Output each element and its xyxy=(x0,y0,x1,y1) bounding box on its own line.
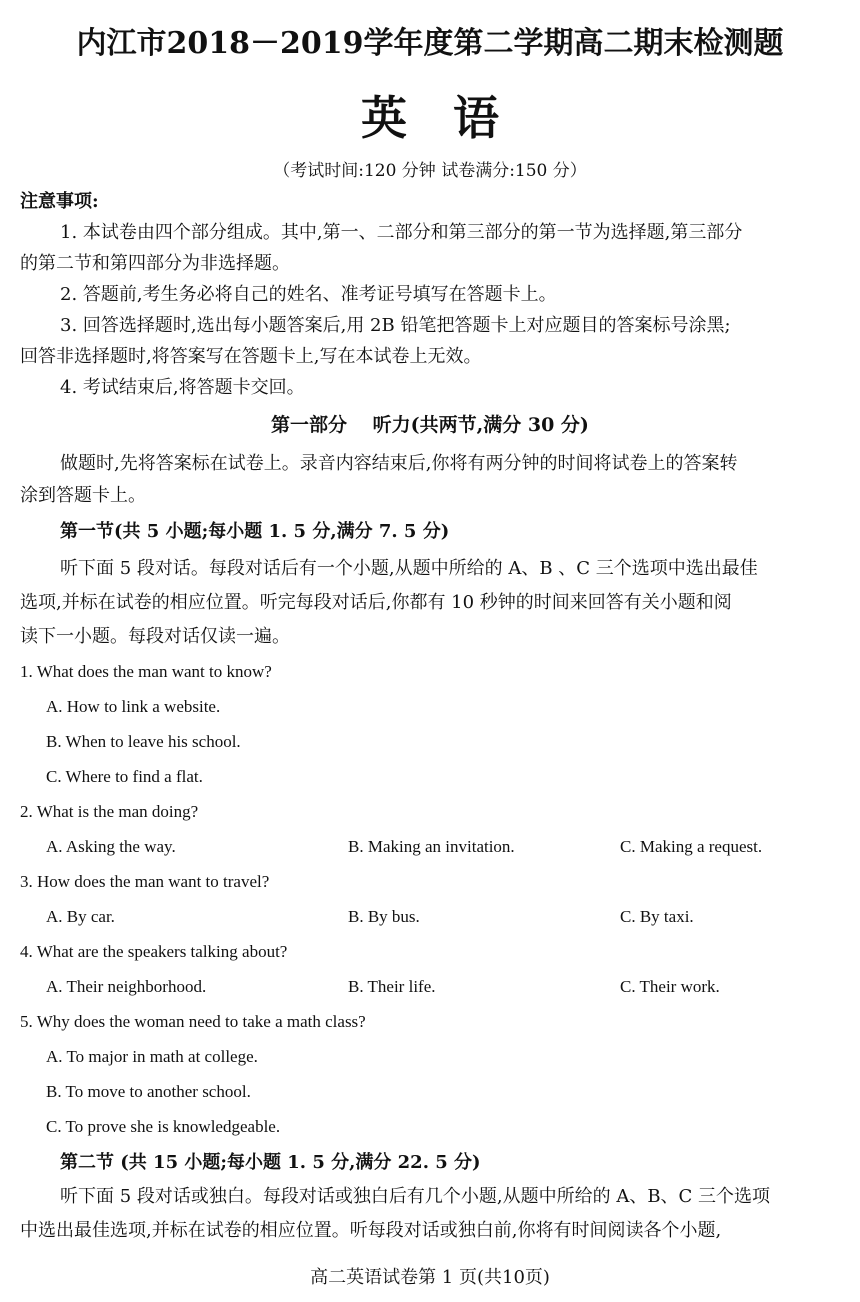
question-option: C. Making a request. xyxy=(620,837,763,856)
section2-instruction: 听下面 5 段对话或独白。每段对话或独白后有几个小题,从题中所给的 A、B、C 三个选项 xyxy=(60,1186,771,1207)
page-footer: 高二英语试卷第 1 页(共10页) xyxy=(310,1267,550,1288)
note-line: 2. 答题前,考生务必将自己的姓名、准考证号填写在答题卡上。 xyxy=(60,284,557,305)
subject-title: 英语 xyxy=(361,91,545,145)
note-line: 1. 本试卷由四个部分组成。其中,第一、二部分和第三部分的第一节为选择题,第三部分 xyxy=(60,222,743,243)
question-option: A. To major in math at college. xyxy=(46,1047,258,1066)
question-option: C. Their work. xyxy=(620,977,720,996)
notes-heading: 注意事项: xyxy=(20,191,99,212)
part1-heading: 第一部分 听力(共两节,满分 30 分) xyxy=(271,414,589,436)
question-option: A. Asking the way. xyxy=(46,837,176,856)
question-stem: 2. What is the man doing? xyxy=(20,802,199,821)
question-option: A. How to link a website. xyxy=(46,697,221,716)
section1-instruction: 听下面 5 段对话。每段对话后有一个小题,从题中所给的 A、B 、C 三个选项中选出最佳 xyxy=(60,558,758,579)
section2-heading: 第二节 (共 15 小题;每小题 1. 5 分,满分 22. 5 分) xyxy=(60,1152,481,1173)
question-option: B. To move to another school. xyxy=(46,1082,251,1101)
note-line: 回答非选择题时,将答案写在答题卡上,写在本试卷上无效。 xyxy=(20,346,482,367)
note-line: 3. 回答选择题时,选出每小题答案后,用 2B 铅笔把答题卡上对应题目的答案标号涂黑; xyxy=(60,315,731,336)
question-option: A. By car. xyxy=(46,907,115,926)
question-option: C. To prove she is knowledgeable. xyxy=(46,1117,281,1136)
question-stem: 1. What does the man want to know? xyxy=(20,662,272,681)
section1-instruction: 选项,并标在试卷的相应位置。听完每段对话后,你都有 10 秒钟的时间来回答有关小题和阅 xyxy=(20,592,732,613)
question-option: B. By bus. xyxy=(348,907,420,926)
question-option: B. When to leave his school. xyxy=(46,732,241,751)
question-option: B. Making an invitation. xyxy=(348,837,515,856)
question-option: B. Their life. xyxy=(348,977,436,996)
question-stem: 5. Why does the woman need to take a math class? xyxy=(20,1012,366,1031)
section1-instruction: 读下一小题。每段对话仅读一遍。 xyxy=(20,626,290,647)
section2-instruction: 中选出最佳选项,并标在试卷的相应位置。听每段对话或独白前,你将有时间阅读各个小题, xyxy=(20,1220,722,1241)
section1-heading: 第一节(共 5 小题;每小题 1. 5 分,满分 7. 5 分) xyxy=(60,521,450,542)
part1-instruction: 涂到答题卡上。 xyxy=(20,485,146,506)
question-option: C. Where to find a flat. xyxy=(46,767,203,786)
part1-instruction: 做题时,先将答案标在试卷上。录音内容结束后,你将有两分钟的时间将试卷上的答案转 xyxy=(60,453,738,474)
question-stem: 3. How does the man want to travel? xyxy=(20,872,270,891)
question-stem: 4. What are the speakers talking about? xyxy=(20,942,288,961)
note-line: 4. 考试结束后,将答题卡交回。 xyxy=(60,377,305,398)
note-line: 的第二节和第四部分为非选择题。 xyxy=(20,253,290,274)
exam-info: （考试时间:120 分钟 试卷满分:150 分） xyxy=(273,161,587,181)
exam-title: 内江市2018－2019学年度第二学期高二期末检测题 xyxy=(76,26,784,61)
question-option: A. Their neighborhood. xyxy=(46,977,207,996)
question-option: C. By taxi. xyxy=(620,907,694,926)
